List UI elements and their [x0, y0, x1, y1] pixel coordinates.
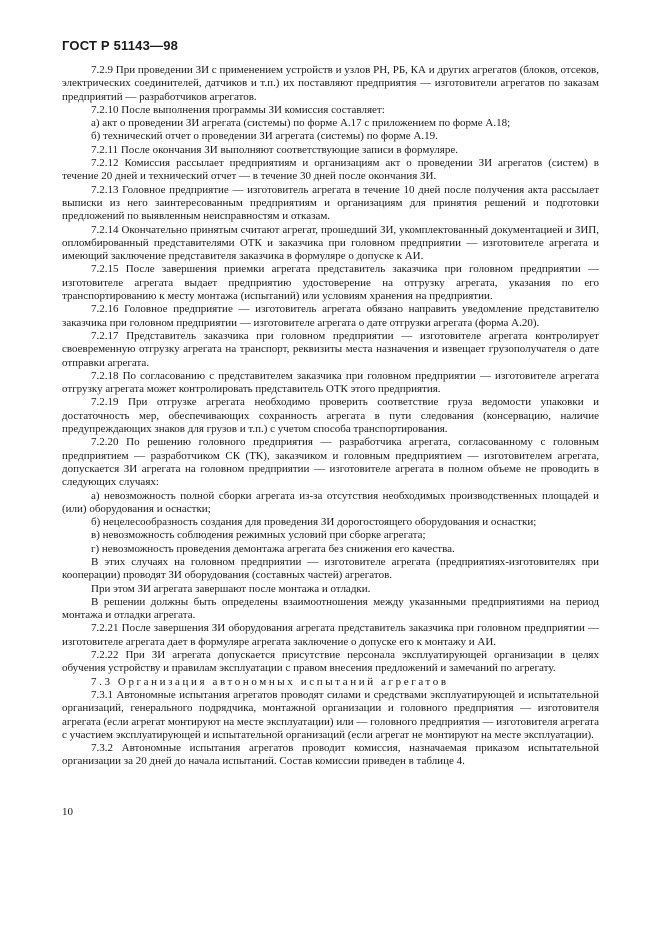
paragraph-7-3-2: 7.3.2 Автономные испытания агрегатов проводит комиссия, назначаемая приказом испытательной организации за 20 дней до начала испытаний. Состав комиссии приведен в таблице 4. — [62, 742, 599, 768]
paragraph-7-2-12: 7.2.12 Комиссия рассылает предприятиям и организациям акт о проведении ЗИ агрегатов (систем) в течение 20 дней и технический отчет — в течение 30 дней после окончания ЗИ. — [62, 157, 599, 183]
section-heading-7-3: 7.3 Организация автономных испытаний агрегатов — [91, 675, 449, 688]
list-item-g: г) невозможность проведения демонтажа агрегата без снижения его качества. — [91, 542, 455, 555]
list-item-b: б) технический отчет о проведении ЗИ агрегата (системы) по форме А.19. — [91, 130, 438, 143]
document-header: ГОСТ Р 51143—98 — [62, 38, 179, 53]
paragraph-7-2-20: 7.2.20 По решению головного предприятия — разработчика агрегата, согласованному с головным предприятием — разработчиком СК (ТК), заказчиком и головным предприятием — изготовителем агрегата, допускается ЗИ агрегата на головном предприятии — изготовителе агрегата в полном объеме не проводить в следующих случаях: — [62, 436, 599, 489]
paragraph-7-2-17: 7.2.17 Представитель заказчика при головном предприятии — изготовителе агрегата контролирует своевременную отгрузку агрегата на транспорт, реквизиты места назначения и извещает грузополучателя о дате отправки агрегата. — [62, 329, 599, 369]
paragraph-7-2-13: 7.2.13 Головное предприятие — изготовитель агрегата в течение 10 дней после получения акта рассылает выписки из него заинтересованным предприятиям и организациям для принятия решений и подготовки предложений по выявленным неисправностям и отказам. — [62, 183, 599, 223]
paragraph-7-2-9: 7.2.9 При проведении ЗИ с применением устройств и узлов РН, РБ, КА и других агрегатов (блоков, отсеков, электрических соединителей, датчиков и т.п.) их поставляют предприятия — изготовители агрегатов по заказам предприятий — разработчиков агрегатов. — [62, 64, 599, 103]
paragraph-7-2-18: 7.2.18 По согласованию с представителем заказчика при головном предприятии — изготовителе агрегата отгрузку агрегата может контролировать представитель ОТК этого предприятия. — [62, 369, 599, 396]
paragraph-7-2-16: 7.2.16 Головное предприятие — изготовитель агрегата обязано направить уведомление представителю заказчика при головном предприятии — изготовителе агрегата о дате отгрузки агрегата (форма А.20). — [62, 303, 599, 329]
paragraph-7-2-19: 7.2.19 При отгрузке агрегата необходимо проверить соответствие груза ведомости упаковки и достаточность мер, обеспечивающих сохранность агрегата в пути следования (консервацию, наличие предупреждающих знаков для грузов и т.п.) с учетом способа транспортирования. — [62, 396, 599, 436]
paragraph-7-2-22: 7.2.22 При ЗИ агрегата допускается присутствие персонала эксплуатирующей организации в целях обучения устройству и правилам эксплуатации с правом внесения предложений и замечаний по агрегату. — [62, 649, 599, 675]
page-number: 10 — [62, 806, 73, 818]
list-item-a-2: а) невозможность полной сборки агрегата из-за отсутствия необходимых производственных площадей и (или) оборудования и оснастки; — [62, 489, 599, 515]
paragraph-7-2-21: 7.2.21 После завершения ЗИ оборудования агрегата представитель заказчика при головном предприятии — изготовителе агрегата дает в формуляре агрегата заключение о допуске его к монтажу и АИ. — [62, 622, 599, 648]
list-item-v: в) невозможность соблюдения режимных условий при сборке агрегата; — [91, 529, 426, 542]
paragraph-7-2-10: 7.2.10 После выполнения программы ЗИ комиссия составляет: — [91, 103, 385, 116]
paragraph-7-2-14: 7.2.14 Окончательно принятым считают агрегат, прошедший ЗИ, укомплектованный документацией и ЗИП, опломбированный представителями ОТК и заказчика при головном предприятии — изготовителе агрегата и имеющий заключение представителя заказчика в формуляре о допуске к АИ. — [62, 223, 599, 263]
list-item-a: а) акт о проведении ЗИ агрегата (системы) по форме А.17 с приложением по форме А.18; — [91, 117, 511, 130]
list-item-b-2: б) нецелесообразность создания для проведения ЗИ дорогостоящего оборудования и оснастки; — [91, 516, 537, 529]
paragraph-7-3-1: 7.3.1 Автономные испытания агрегатов проводят силами и средствами эксплуатирующей и испытательной организаций, генерального подрядчика, монтажной организации и головного предприятия — изготовителя агрегата (если агрегат монтируют на месте эксплуатации) или — головного предприятия — изготовителя агрегата с участием эксплуатирующей и испытательной организаций (если агрегат не монтируют на месте эксплуатации). — [62, 688, 599, 741]
paragraph-7-2-15: 7.2.15 После завершения приемки агрегата представитель заказчика при головном предприятии — изготовителе агрегата выдает предприятию удостоверение на отгрузку агрегата, указания по его транспортированию к месту монтажа (испытаний) или условиям хранения на предприятии. — [62, 263, 599, 303]
paragraph-completion: При этом ЗИ агрегата завершают после монтажа и отладки. — [91, 582, 371, 595]
paragraph-decision: В решении должны быть определены взаимоотношения между указанными предприятиями на период монтажа и отладки агрегата. — [62, 595, 599, 622]
document-body — [62, 64, 599, 769]
paragraph-cases: В этих случаях на головном предприятии — изготовителе агрегата (предприятиях-изготовителях при кооперации) проводят ЗИ оборудования (составных частей) агрегатов. — [62, 555, 599, 582]
paragraph-7-2-11: 7.2.11 После окончания ЗИ выполняют соответствующие записи в формуляре. — [91, 143, 458, 156]
